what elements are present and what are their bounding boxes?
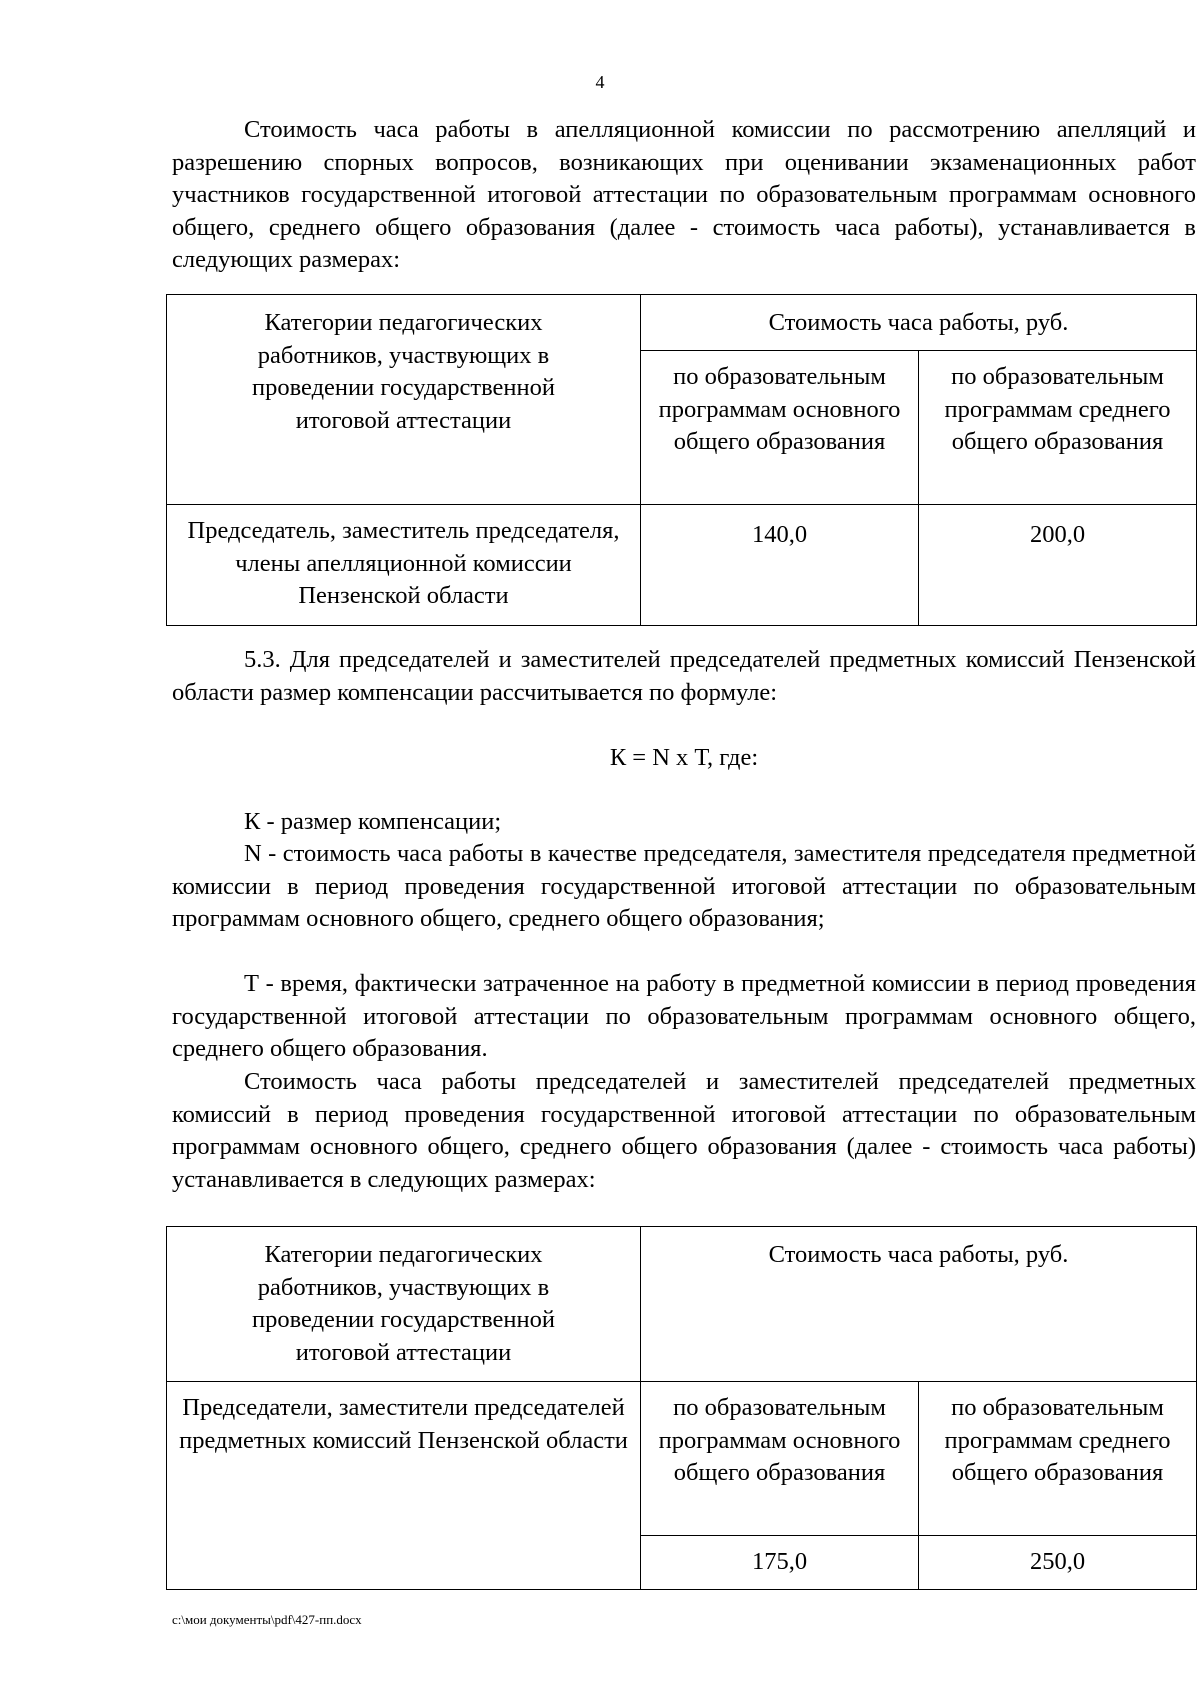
table2-row-category: Председатели, заместители председателей предметных комиссий Пензенской области: [167, 1382, 641, 1590]
paragraph-subject-commission-cost: Стоимость часа работы председателей и заместителей председателей предметных комиссий в период проведения государственной итоговой аттестации по образовательным программам основного общего, среднего общего образования (далее - стоимость часа работы) устанавливается в следующих размерах:: [172, 1068, 1196, 1193]
table1-row-category: Председатель, заместитель председателя, члены апелляционной комиссии Пензенской области: [167, 505, 641, 626]
table2-subheader-basic: по образовательным программам основного общего образования: [641, 1382, 919, 1536]
paragraph-5-3: 5.3. Для председателей и заместителей председателей предметных комиссий Пензенской области размер компенсации рассчитывается по формуле:: [172, 646, 1196, 706]
definition-t: Т - время, фактически затраченное на работу в предметной комиссии в период проведения государственной итоговой аттестации по образовательным программам основного общего, среднего общего образования.: [172, 970, 1196, 1062]
table1-header-cost: Стоимость часа работы, руб.: [641, 295, 1197, 351]
formula: К = N х Т, где:: [609, 744, 759, 771]
paragraph-appeal-cost: Стоимость часа работы в апелляционной комиссии по рассмотрению апелляций и разрешению спорных вопросов, возникающих при оценивании экзаменационных работ участников государственной итоговой аттестации по образовательным программам основного общего, среднего общего образования (далее - стоимость часа работы), устанавливается в следующих размерах:: [172, 116, 1196, 273]
definition-n: N - стоимость часа работы в качестве председателя, заместителя председателя предметной комиссии в период проведения государственной итоговой аттестации по образовательным программам основного общего, среднего общего образования;: [172, 840, 1196, 932]
table2-header-cost: Стоимость часа работы, руб.: [641, 1227, 1197, 1382]
table2-value-secondary: 250,0: [919, 1536, 1197, 1590]
table1-subheader-basic: по образовательным программам основного общего образования: [641, 351, 919, 505]
table-subject-commission-rates: [166, 1226, 1197, 1590]
table1-header-category: Категории педагогических работников, участвующих в проведении государственной итоговой аттестации: [167, 295, 641, 505]
table-appeal-commission-rates: [166, 294, 1197, 626]
table1-subheader-secondary: по образовательным программам среднего общего образования: [919, 351, 1197, 505]
table2-subheader-secondary: по образовательным программам среднего общего образования: [919, 1382, 1197, 1536]
footer-file-path: c:\мои документы\pdf\427-пп.docx: [172, 1612, 362, 1627]
definition-k: К - размер компенсации;: [244, 808, 502, 835]
table1-value-basic: 140,0: [641, 505, 919, 626]
table2-header-category: Категории педагогических работников, участвующих в проведении государственной итоговой аттестации: [167, 1227, 641, 1382]
page-number: 4: [595, 72, 605, 92]
table1-value-secondary: 200,0: [919, 505, 1197, 626]
table2-value-basic: 175,0: [641, 1536, 919, 1590]
